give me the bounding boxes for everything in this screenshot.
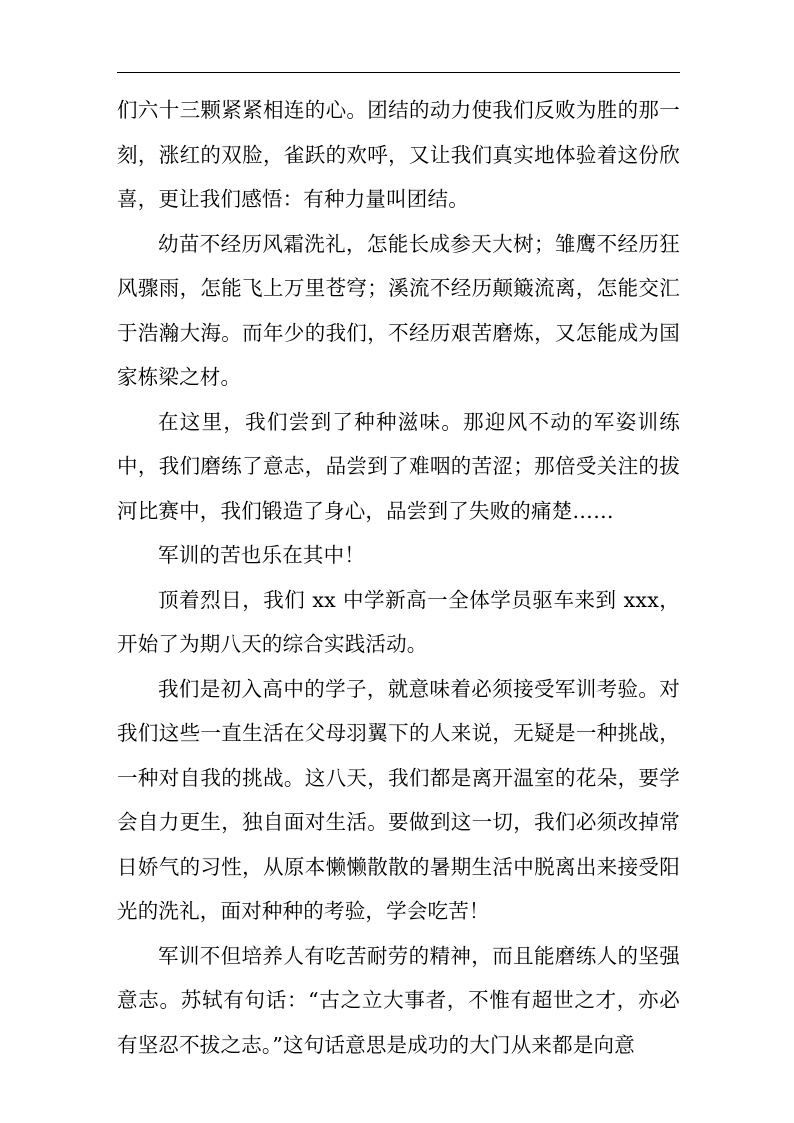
paragraph: 幼苗不经历风霜洗礼，怎能长成参天大树；雏鹰不经历狂风骤雨，怎能飞上万里苍穹；溪流不经历颠簸流离，怎能交汇于浩瀚大海。而年少的我们，不经历艰苦磨炼，又怎能成为国家栋梁之材。	[117, 231, 680, 389]
paragraph: 们六十三颗紧紧相连的心。团结的动力使我们反败为胜的那一刻，涨红的双脸，雀跃的欢呼，又让我们真实地体验着这份欣喜，更让我们感悟：有种力量叫团结。	[117, 98, 680, 211]
paragraph: 军训的苦也乐在其中！	[158, 543, 365, 567]
paragraph: 我们是初入高中的学子，就意味着必须接受军训考验。对我们这些一直生活在父母羽翼下的人来说，无疑是一种挑战，一种对自我的挑战。这八天，我们都是离开温室的花朵，要学会自力更生，独自面对生活。要做到这一切，我们必须改掉常日娇气的习性，从原本懒懒散散的暑期生活中脱离出来接受阳光的洗礼，面对种种的考验，学会吃苦！	[117, 676, 680, 923]
paragraph: 在这里，我们尝到了种种滋味。那迎风不动的军姿训练中，我们磨练了意志，品尝到了难咽的苦涩；那倍受关注的拔河比赛中，我们锻造了身心，品尝到了失败的痛楚……	[117, 409, 680, 523]
document-body	[117, 88, 680, 1067]
paragraph: 顶着烈日，我们 xx 中学新高一全体学员驱车来到 xxx，开始了为期八天的综合实践活动。	[117, 587, 680, 656]
header-rule	[117, 72, 680, 73]
paragraph: 军训不但培养人有吃苦耐劳的精神，而且能磨练人的坚强意志。苏轼有句话：“古之立大事者，不惟有超世之才，亦必有坚忍不拔之志。”这句话意思是成功的大门从来都是向意	[117, 943, 680, 1057]
